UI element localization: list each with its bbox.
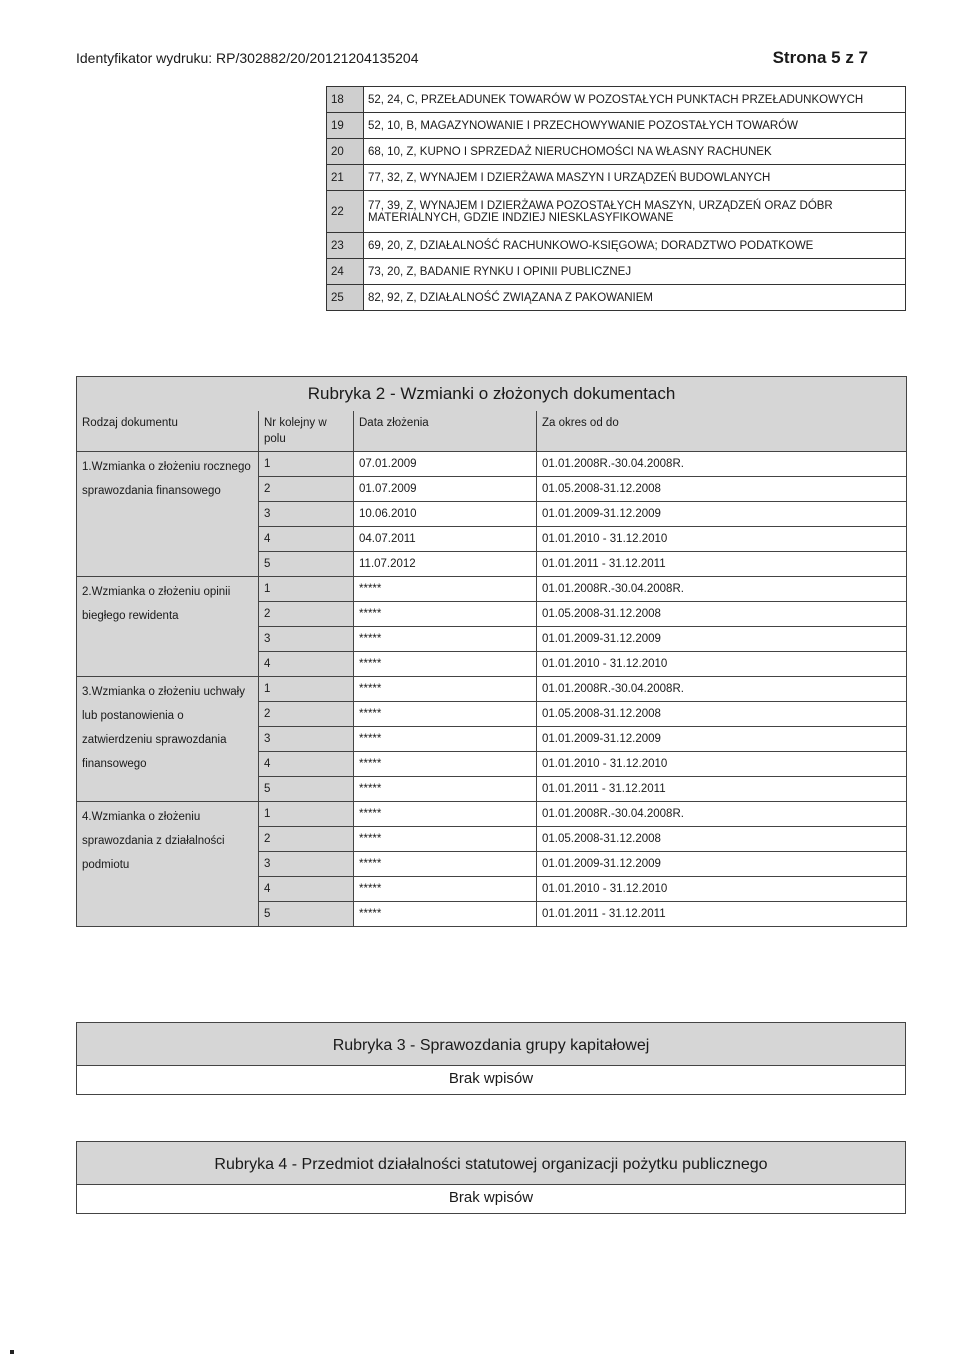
row-number: 4 — [259, 527, 354, 552]
row-number: 1 — [259, 577, 354, 602]
period-range: 01.01.2010 - 31.12.2010 — [537, 527, 907, 552]
row-number: 2 — [259, 827, 354, 852]
period-range: 01.05.2008-31.12.2008 — [537, 827, 907, 852]
rubryka3-content: Brak wpisów — [77, 1065, 905, 1094]
column-header-date: Data złożenia — [354, 411, 537, 452]
submission-date: ***** — [354, 577, 537, 602]
submission-date: ***** — [354, 827, 537, 852]
submission-date: ***** — [354, 777, 537, 802]
period-range: 01.01.2009-31.12.2009 — [537, 852, 907, 877]
submission-date: 01.07.2009 — [354, 477, 537, 502]
row-number: 1 — [259, 677, 354, 702]
period-range: 01.01.2010 - 31.12.2010 — [537, 752, 907, 777]
pkd-row-text: 52, 24, C, PRZEŁADUNEK TOWARÓW W POZOSTAŁYCH PUNKTACH PRZEŁADUNKOWYCH — [364, 87, 906, 113]
pkd-row — [327, 113, 906, 139]
period-range: 01.01.2011 - 31.12.2011 — [537, 777, 907, 802]
document-type: 2.Wzmianka o złożeniu opinii biegłego rewidenta — [77, 577, 259, 677]
submission-date: ***** — [354, 877, 537, 902]
row-number: 2 — [259, 477, 354, 502]
pkd-row-text: 52, 10, B, MAGAZYNOWANIE I PRZECHOWYWANIE POZOSTAŁYCH TOWARÓW — [364, 113, 906, 139]
pkd-row — [327, 233, 906, 259]
period-range: 01.05.2008-31.12.2008 — [537, 602, 907, 627]
row-number: 5 — [259, 902, 354, 927]
pkd-row-number: 20 — [327, 139, 364, 165]
submission-date: ***** — [354, 902, 537, 927]
submission-date: ***** — [354, 627, 537, 652]
pkd-row — [327, 139, 906, 165]
pkd-row-text: 68, 10, Z, KUPNO I SPRZEDAŻ NIERUCHOMOŚCI NA WŁASNY RACHUNEK — [364, 139, 906, 165]
pkd-row-text: 77, 39, Z, WYNAJEM I DZIERŻAWA POZOSTAŁYCH MASZYN, URZĄDZEŃ ORAZ DÓBR MATERIALNYCH, GDZIE INDZIEJ NIESKLASYFIKOWANE — [364, 191, 906, 233]
row-number: 2 — [259, 702, 354, 727]
rubryka2-table — [76, 376, 907, 927]
submission-date: 07.01.2009 — [354, 452, 537, 477]
row-number: 4 — [259, 752, 354, 777]
period-range: 01.01.2010 - 31.12.2010 — [537, 877, 907, 902]
pkd-row-number: 25 — [327, 285, 364, 311]
table-row — [77, 577, 907, 602]
submission-date: 04.07.2011 — [354, 527, 537, 552]
row-number: 3 — [259, 852, 354, 877]
period-range: 01.01.2011 - 31.12.2011 — [537, 552, 907, 577]
rubryka4-title: Rubryka 4 - Przedmiot działalności statutowej organizacji pożytku publicznego — [77, 1142, 905, 1184]
row-number: 4 — [259, 877, 354, 902]
pkd-row-text: 73, 20, Z, BADANIE RYNKU I OPINII PUBLICZNEJ — [364, 259, 906, 285]
table-row — [77, 452, 907, 477]
document-type: 1.Wzmianka o złożeniu rocznego sprawozdania finansowego — [77, 452, 259, 577]
period-range: 01.01.2009-31.12.2009 — [537, 502, 907, 527]
column-header-type: Rodzaj dokumentu — [77, 411, 259, 452]
pkd-row — [327, 285, 906, 311]
submission-date: ***** — [354, 702, 537, 727]
period-range: 01.01.2008R.-30.04.2008R. — [537, 452, 907, 477]
print-identifier: Identyfikator wydruku: RP/302882/20/20121204135204 — [76, 50, 419, 66]
row-number: 4 — [259, 652, 354, 677]
period-range: 01.01.2009-31.12.2009 — [537, 727, 907, 752]
period-range: 01.01.2008R.-30.04.2008R. — [537, 677, 907, 702]
rubryka2-title: Rubryka 2 - Wzmianki o złożonych dokumentach — [77, 377, 907, 412]
pkd-row-number: 23 — [327, 233, 364, 259]
row-number: 5 — [259, 552, 354, 577]
table-row — [77, 677, 907, 702]
table-row — [77, 802, 907, 827]
submission-date: ***** — [354, 752, 537, 777]
submission-date: ***** — [354, 602, 537, 627]
pkd-row — [327, 191, 906, 233]
submission-date: ***** — [354, 677, 537, 702]
pkd-row-text: 77, 32, Z, WYNAJEM I DZIERŻAWA MASZYN I URZĄDZEŃ BUDOWLANYCH — [364, 165, 906, 191]
period-range: 01.05.2008-31.12.2008 — [537, 702, 907, 727]
pkd-row-text: 82, 92, Z, DZIAŁALNOŚĆ ZWIĄZANA Z PAKOWANIEM — [364, 285, 906, 311]
pkd-row — [327, 165, 906, 191]
row-number: 3 — [259, 727, 354, 752]
rubryka3-box — [76, 1022, 906, 1095]
pkd-row-number: 21 — [327, 165, 364, 191]
period-range: 01.01.2010 - 31.12.2010 — [537, 652, 907, 677]
submission-date: ***** — [354, 802, 537, 827]
rubryka3-title: Rubryka 3 - Sprawozdania grupy kapitałowej — [77, 1023, 905, 1065]
pkd-row-number: 18 — [327, 87, 364, 113]
period-range: 01.01.2009-31.12.2009 — [537, 627, 907, 652]
row-number: 3 — [259, 502, 354, 527]
period-range: 01.05.2008-31.12.2008 — [537, 477, 907, 502]
period-range: 01.01.2011 - 31.12.2011 — [537, 902, 907, 927]
pkd-row — [327, 87, 906, 113]
row-number: 1 — [259, 452, 354, 477]
pkd-table — [326, 86, 906, 311]
submission-date: 11.07.2012 — [354, 552, 537, 577]
pkd-row-number: 24 — [327, 259, 364, 285]
rubryka4-content: Brak wpisów — [77, 1184, 905, 1213]
period-range: 01.01.2008R.-30.04.2008R. — [537, 802, 907, 827]
submission-date: ***** — [354, 852, 537, 877]
row-number: 1 — [259, 802, 354, 827]
period-range: 01.01.2008R.-30.04.2008R. — [537, 577, 907, 602]
pkd-row-number: 19 — [327, 113, 364, 139]
row-number: 3 — [259, 627, 354, 652]
page-number: Strona 5 z 7 — [772, 48, 868, 67]
rubryka4-box — [76, 1141, 906, 1214]
document-type: 3.Wzmianka o złożeniu uchwały lub postanowienia o zatwierdzeniu sprawozdania finansowego — [77, 677, 259, 802]
pkd-row-text: 69, 20, Z, DZIAŁALNOŚĆ RACHUNKOWO-KSIĘGOWA; DORADZTWO PODATKOWE — [364, 233, 906, 259]
pkd-row — [327, 259, 906, 285]
submission-date: ***** — [354, 652, 537, 677]
column-header-nr: Nr kolejny w polu — [259, 411, 354, 452]
row-number: 2 — [259, 602, 354, 627]
pkd-row-number: 22 — [327, 191, 364, 233]
document-type: 4.Wzmianka o złożeniu sprawozdania z działalności podmiotu — [77, 802, 259, 927]
submission-date: ***** — [354, 727, 537, 752]
scan-speck — [10, 1350, 14, 1354]
row-number: 5 — [259, 777, 354, 802]
column-header-period: Za okres od do — [537, 411, 907, 452]
submission-date: 10.06.2010 — [354, 502, 537, 527]
